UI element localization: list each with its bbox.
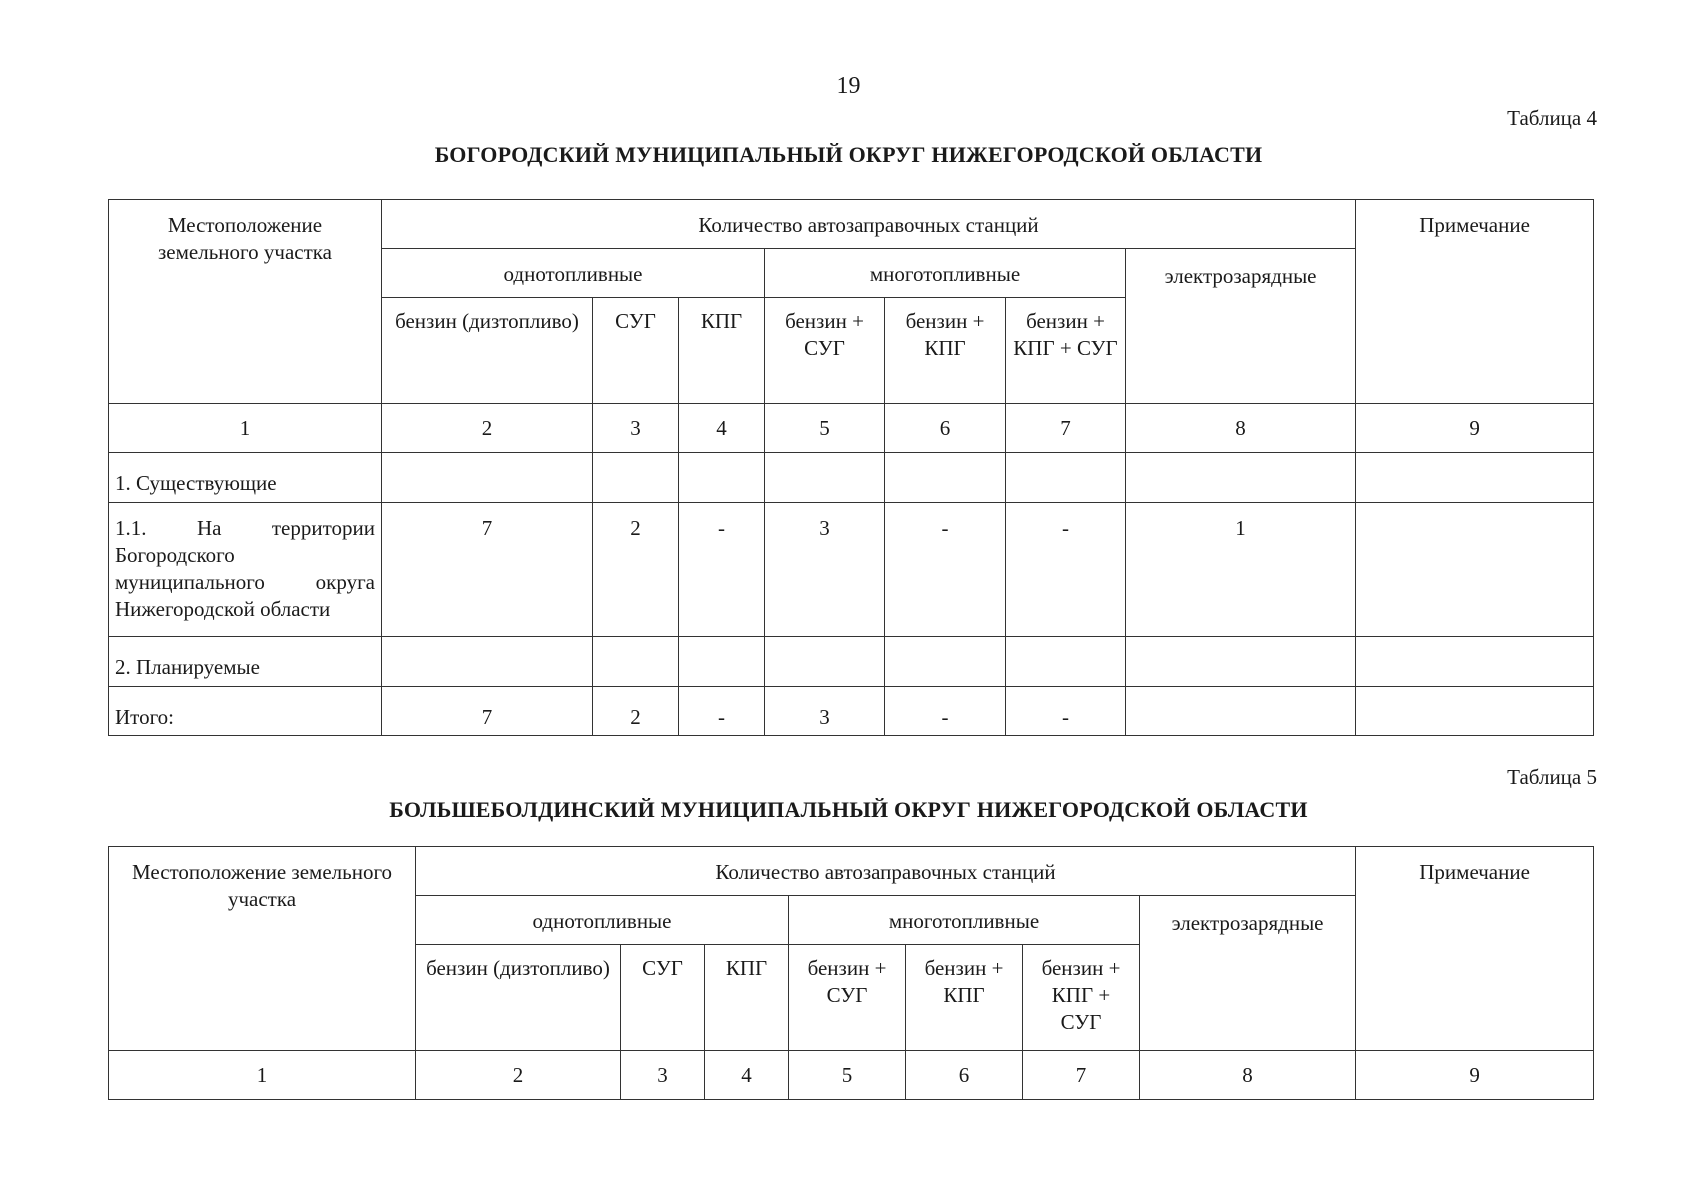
column-number: 6 — [885, 404, 1006, 453]
column-number: 3 — [593, 404, 679, 453]
table-cell: - — [885, 503, 1006, 637]
table-cell: 3 — [765, 687, 885, 736]
col-petrol-header: бензин (дизтопливо) — [416, 945, 621, 1051]
col-petrol-cng-lpg-header: бензин + КПГ + СУГ — [1023, 945, 1140, 1051]
table-cell — [382, 637, 593, 687]
col-cng-header: КПГ — [705, 945, 789, 1051]
table-cell: - — [885, 687, 1006, 736]
column-number: 3 — [621, 1051, 705, 1100]
table-cell: 7 — [382, 687, 593, 736]
table-row — [109, 687, 1594, 736]
table-cell — [593, 453, 679, 503]
col-cng-header: КПГ — [679, 298, 765, 404]
location-header: Местоположение земельного участка — [109, 847, 416, 1051]
col-lpg-header: СУГ — [621, 945, 705, 1051]
column-number: 9 — [1356, 1051, 1594, 1100]
column-number: 7 — [1023, 1051, 1140, 1100]
location-header: Местоположение земельного участка — [109, 200, 382, 404]
table-5-label: Таблица 5 — [1507, 765, 1597, 789]
header-row — [109, 200, 1594, 249]
table-cell — [765, 637, 885, 687]
table-cell — [1126, 453, 1356, 503]
table-cell — [765, 453, 885, 503]
column-number: 8 — [1140, 1051, 1356, 1100]
table-cell — [1356, 453, 1594, 503]
row-location: Итого: — [109, 687, 382, 736]
col-petrol-lpg-header: бензин + СУГ — [789, 945, 906, 1051]
table-cell — [593, 637, 679, 687]
quantity-header: Количество автозаправочных станций — [416, 847, 1356, 896]
multi-fuel-header: многотопливные — [765, 249, 1126, 298]
table-row — [109, 503, 1594, 637]
column-number: 4 — [705, 1051, 789, 1100]
table-4-label: Таблица 4 — [1507, 106, 1597, 130]
quantity-header: Количество автозаправочных станций — [382, 200, 1356, 249]
multi-fuel-header: многотопливные — [789, 896, 1140, 945]
table-cell: 2 — [593, 687, 679, 736]
table-cell: 3 — [765, 503, 885, 637]
column-number: 4 — [679, 404, 765, 453]
column-number: 1 — [109, 404, 382, 453]
column-number: 6 — [906, 1051, 1023, 1100]
col-petrol-cng-lpg-header: бензин + КПГ + СУГ — [1006, 298, 1126, 404]
column-number: 5 — [789, 1051, 906, 1100]
table-cell — [1356, 687, 1594, 736]
table-cell — [1006, 637, 1126, 687]
table-cell — [382, 453, 593, 503]
table-cell — [679, 453, 765, 503]
column-number: 2 — [382, 404, 593, 453]
electric-header: электрозарядные — [1140, 896, 1356, 1051]
column-number-row — [109, 404, 1594, 453]
column-number: 5 — [765, 404, 885, 453]
table-row — [109, 637, 1594, 687]
single-fuel-header: однотопливные — [382, 249, 765, 298]
col-lpg-header: СУГ — [593, 298, 679, 404]
column-number: 2 — [416, 1051, 621, 1100]
table-cell — [885, 637, 1006, 687]
column-number: 1 — [109, 1051, 416, 1100]
table-cell: - — [1006, 503, 1126, 637]
row-location: 1. Существующие — [109, 453, 382, 503]
table-cell — [1356, 637, 1594, 687]
table-cell: 2 — [593, 503, 679, 637]
table-cell — [885, 453, 1006, 503]
note-header: Примечание — [1356, 847, 1594, 1051]
page-number: 19 — [836, 73, 861, 99]
column-number-row — [109, 1051, 1594, 1100]
table-5-title: БОЛЬШЕБОЛДИНСКИЙ МУНИЦИПАЛЬНЫЙ ОКРУГ НИЖЕГОРОДСКОЙ ОБЛАСТИ — [389, 797, 1308, 822]
table-cell: 7 — [382, 503, 593, 637]
row-location: 2. Планируемые — [109, 637, 382, 687]
column-number: 9 — [1356, 404, 1594, 453]
col-petrol-cng-header: бензин + КПГ — [906, 945, 1023, 1051]
electric-header: электрозарядные — [1126, 249, 1356, 404]
table-cell: - — [679, 503, 765, 637]
column-number: 7 — [1006, 404, 1126, 453]
col-petrol-header: бензин (дизтопливо) — [382, 298, 593, 404]
header-row — [109, 847, 1594, 896]
table-cell: - — [1006, 687, 1126, 736]
table-cell — [679, 637, 765, 687]
row-location: 1.1. На территории Богородского муниципального округа Нижегородской области — [109, 503, 382, 637]
note-header: Примечание — [1356, 200, 1594, 404]
col-petrol-cng-header: бензин + КПГ — [885, 298, 1006, 404]
table-cell: - — [679, 687, 765, 736]
table-cell — [1006, 453, 1126, 503]
table-row — [109, 453, 1594, 503]
column-number: 8 — [1126, 404, 1356, 453]
table-5 — [108, 846, 1594, 1100]
table-cell: 1 — [1126, 503, 1356, 637]
single-fuel-header: однотопливные — [416, 896, 789, 945]
table-cell — [1126, 687, 1356, 736]
table-4 — [108, 199, 1594, 736]
table-cell — [1126, 637, 1356, 687]
table-cell — [1356, 503, 1594, 637]
table-4-title: БОГОРОДСКИЙ МУНИЦИПАЛЬНЫЙ ОКРУГ НИЖЕГОРОДСКОЙ ОБЛАСТИ — [434, 142, 1263, 167]
col-petrol-lpg-header: бензин + СУГ — [765, 298, 885, 404]
